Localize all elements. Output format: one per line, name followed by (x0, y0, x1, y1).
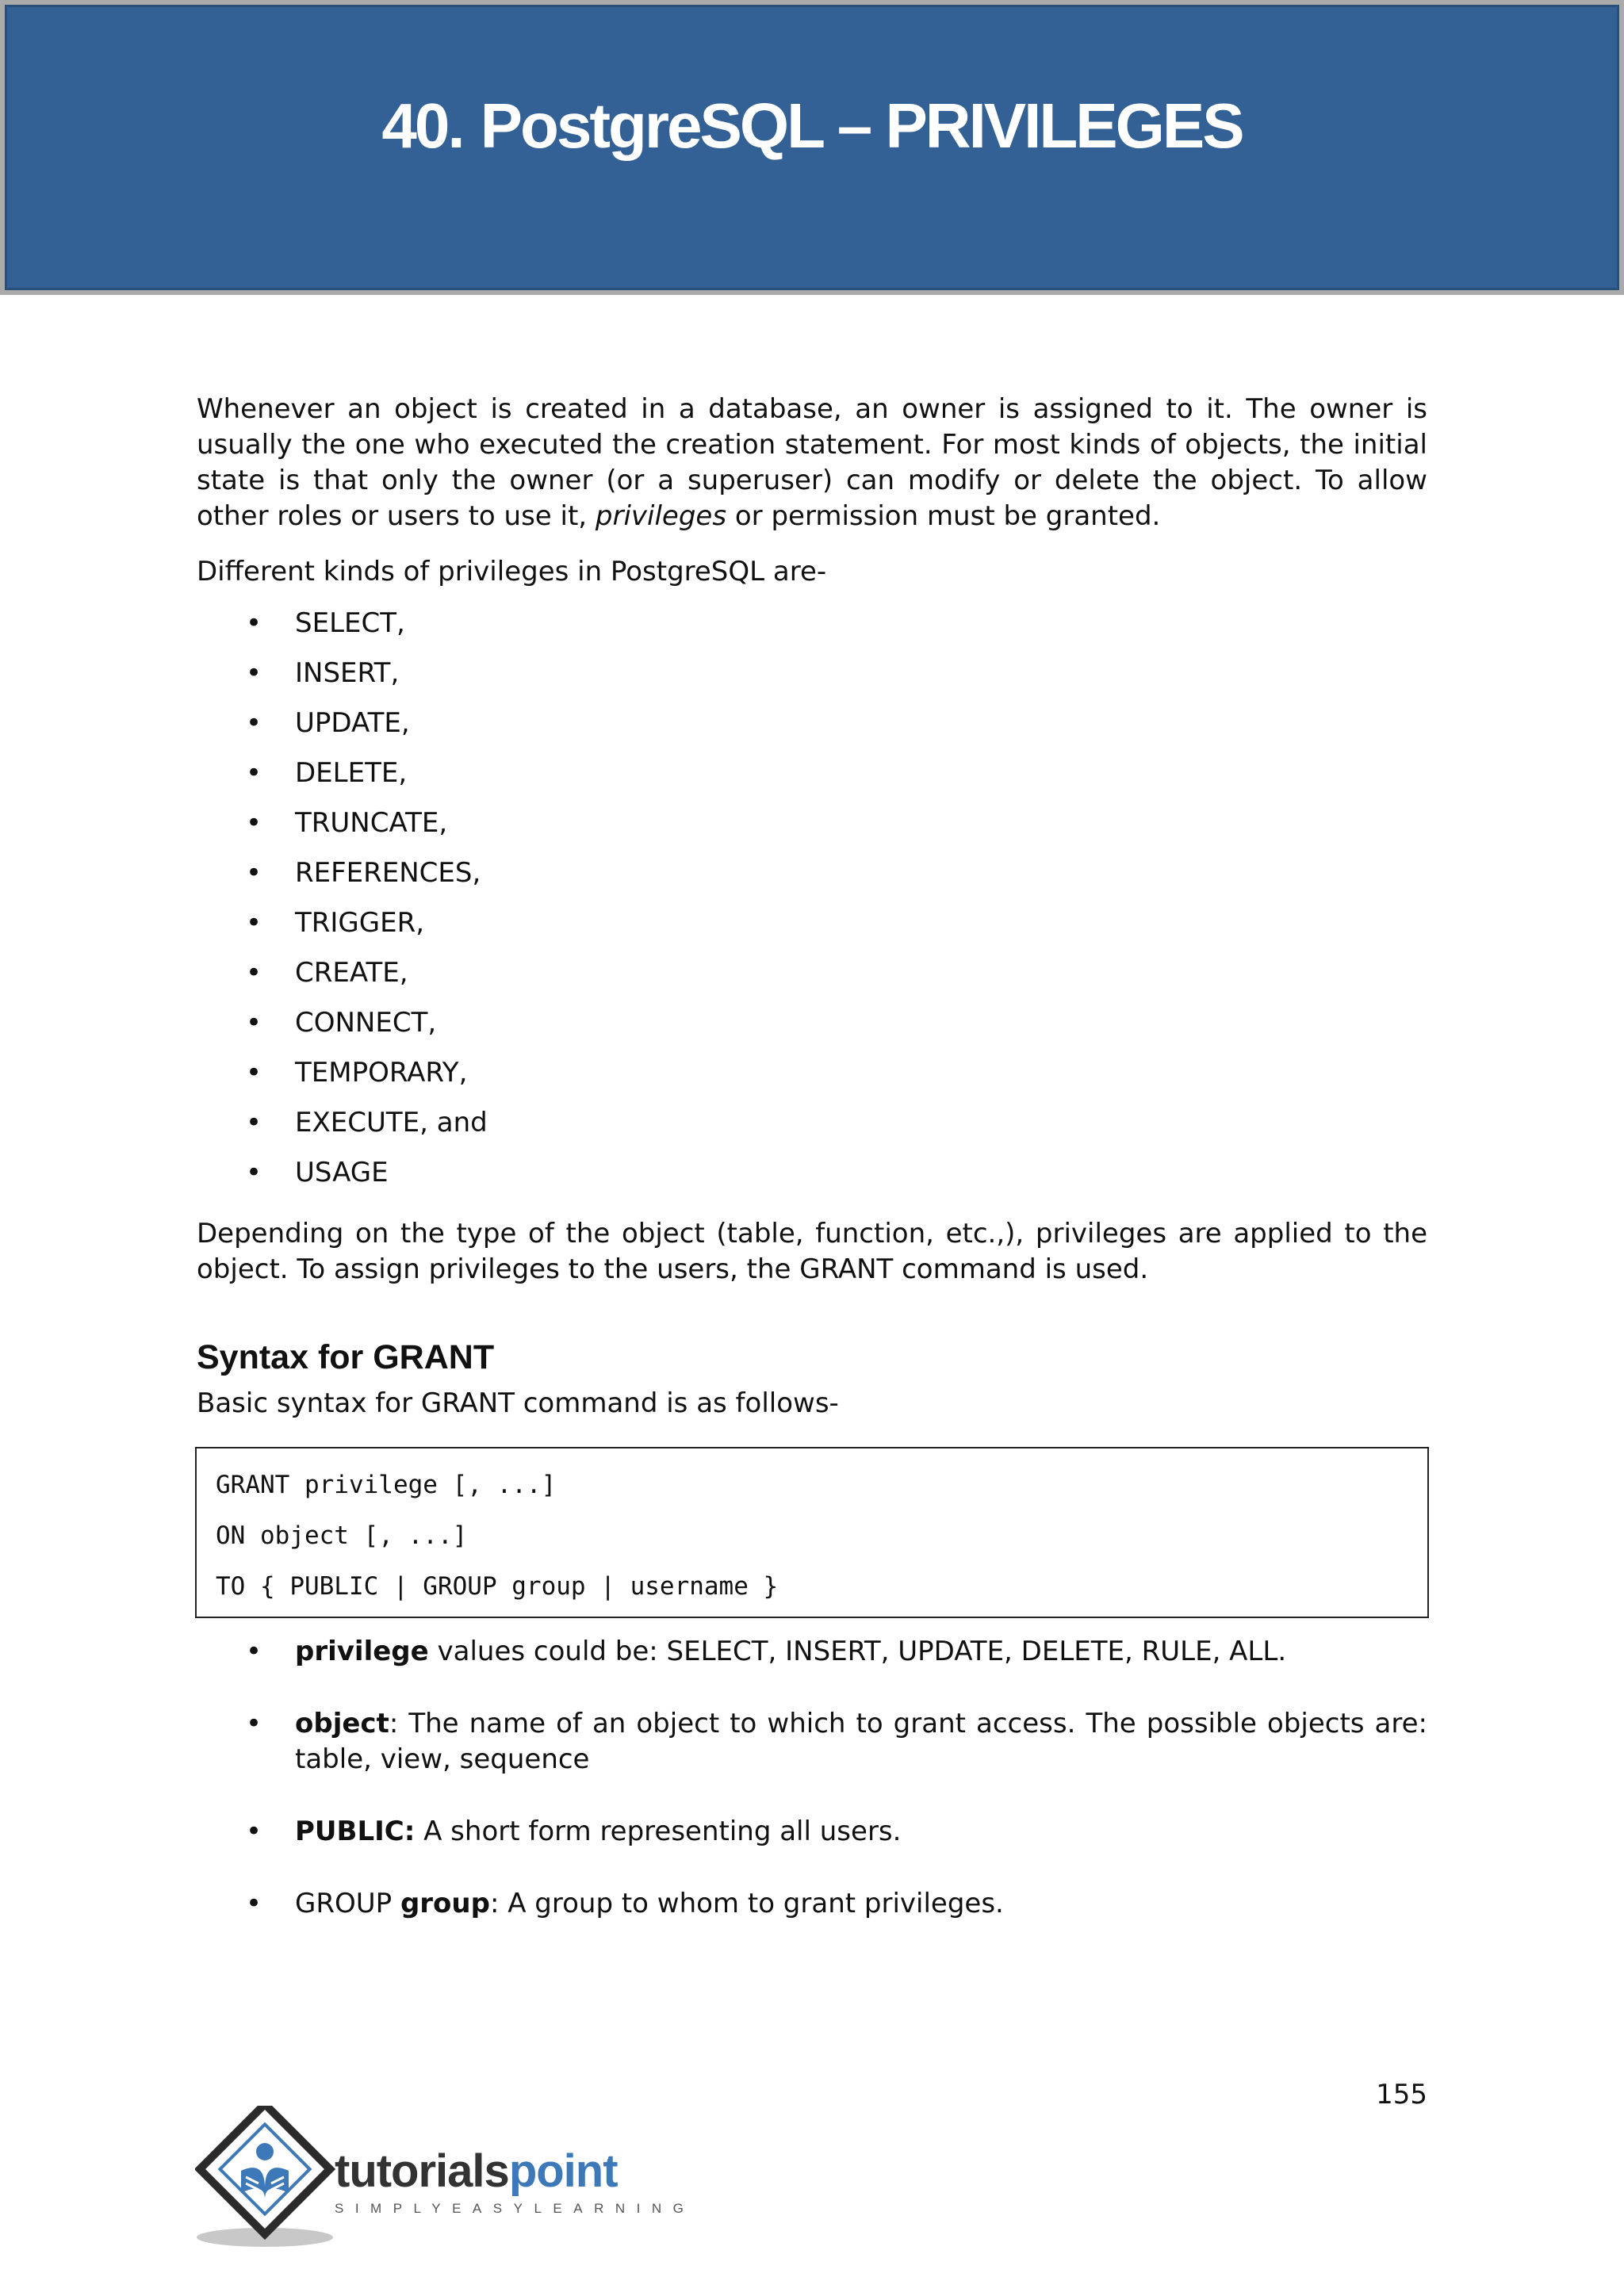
privilege-label: EXECUTE, and (295, 1107, 488, 1138)
intro-text-after: or permission must be granted. (726, 500, 1161, 532)
privilege-label: TEMPORARY, (295, 1057, 468, 1089)
code-block (195, 1447, 1429, 1618)
bullet-icon: • (246, 1708, 262, 1739)
page-content (197, 392, 1427, 1958)
privilege-label: CONNECT, (295, 1007, 437, 1039)
chapter-title-text: PostgreSQL – PRIVILEGES (480, 90, 1243, 161)
kinds-intro: Different kinds of privileges in PostgreSQL are- (197, 556, 827, 587)
page-number: 155 (1376, 2079, 1427, 2110)
chapter-banner (0, 0, 1624, 295)
logo-wordmark (335, 2145, 618, 2197)
privileges-list (197, 606, 1427, 1205)
bullet-icon: • (246, 707, 262, 739)
chapter-title (381, 90, 1243, 288)
privilege-label: UPDATE, (295, 707, 410, 739)
depending-paragraph: Depending on the type of the object (table, function, etc.,), privileges are applied to the object. To assign privileges to the users, the GRANT command is used. (197, 1218, 1427, 1285)
bullet-icon: • (246, 1057, 262, 1089)
bullet-icon: • (246, 757, 262, 789)
bullet-icon: • (246, 657, 262, 689)
logo-word-b: point (508, 2145, 618, 2197)
bullet-icon: • (246, 607, 262, 639)
bullet-icon: • (246, 1107, 262, 1138)
bullet-icon: • (246, 857, 262, 889)
definitions-list (197, 1634, 1427, 1922)
bullet-icon: • (246, 1816, 262, 1847)
list-item (197, 706, 1427, 756)
intro-text-before: Whenever an object is created in a database, an owner is assigned to it. The owner is usually the one who executed the creation statement. For most kinds of objects, the initial state is that only the owner (or a superuser) can modify or delete the object. To allow other roles or users to use it, (197, 393, 1427, 532)
list-item (197, 855, 1427, 905)
logo-tagline: SIMPLYEASYLEARNING (335, 2201, 695, 2216)
definition-text: values could be: SELECT, INSERT, UPDATE, DELETE, RULE, ALL. (428, 1636, 1287, 1667)
list-item (197, 806, 1427, 855)
definition-item (197, 1706, 1427, 1777)
definition-prefix: GROUP (295, 1888, 400, 1919)
list-item (197, 1005, 1427, 1055)
list-item (197, 1055, 1427, 1105)
code-line: TO { PUBLIC | GROUP group | username } (216, 1572, 779, 1601)
bullet-icon: • (246, 807, 262, 839)
logo-word-a: tutorials (335, 2145, 509, 2197)
privilege-label: CREATE, (295, 957, 408, 989)
intro-emphasis: privileges (595, 500, 727, 532)
definition-text: A short form representing all users. (415, 1816, 902, 1847)
privilege-label: REFERENCES, (295, 857, 481, 889)
code-line: ON object [, ...] (216, 1521, 468, 1550)
bullet-icon: • (246, 1007, 262, 1039)
definition-text: : The name of an object to which to grant access. The possible objects are: table, view, sequence (295, 1708, 1427, 1775)
list-item (197, 656, 1427, 706)
definition-term: group (400, 1888, 490, 1919)
bullet-icon: • (246, 1157, 262, 1188)
list-item (197, 1105, 1427, 1155)
definition-item (197, 1634, 1427, 1670)
privilege-label: USAGE (295, 1157, 389, 1188)
intro-paragraph (197, 392, 1427, 534)
bullet-icon: • (246, 957, 262, 989)
definition-term: object (295, 1708, 389, 1739)
privilege-label: TRUNCATE, (295, 807, 448, 839)
list-item (197, 1155, 1427, 1205)
tutorialspoint-logo (195, 2106, 695, 2248)
bullet-icon: • (246, 907, 262, 939)
logo-diamond-icon (195, 2106, 338, 2248)
privilege-label: SELECT, (295, 607, 405, 639)
list-item (197, 955, 1427, 1005)
syntax-heading: Syntax for GRANT (197, 1338, 495, 1376)
syntax-intro: Basic syntax for GRANT command is as follows- (197, 1387, 839, 1419)
definition-term: PUBLIC: (295, 1816, 416, 1847)
list-item (197, 606, 1427, 656)
definition-term: privilege (295, 1636, 429, 1667)
list-item (197, 756, 1427, 806)
privilege-label: DELETE, (295, 757, 408, 789)
privilege-label: TRIGGER, (295, 907, 425, 939)
definition-item (197, 1886, 1427, 1922)
bullet-icon: • (246, 1888, 262, 1919)
bullet-icon: • (246, 1636, 262, 1667)
privilege-label: INSERT, (295, 657, 400, 689)
chapter-number: 40. (381, 90, 463, 161)
definition-item (197, 1814, 1427, 1850)
chapter-banner-inner (5, 5, 1619, 290)
code-line: GRANT privilege [, ...] (216, 1471, 557, 1499)
list-item (197, 905, 1427, 955)
definition-text: : A group to whom to grant privileges. (489, 1888, 1004, 1919)
